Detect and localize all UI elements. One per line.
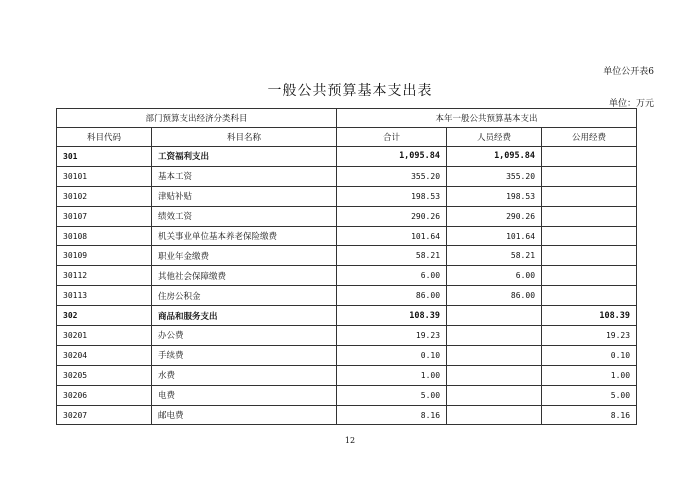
cell-name: 绩效工资: [152, 206, 337, 226]
column-header-total: 合计: [337, 128, 447, 147]
form-number-label: 单位公开表6: [603, 67, 654, 77]
cell-code: 30207: [57, 405, 152, 425]
cell-name: 工资福利支出: [152, 147, 337, 167]
cell-public: [542, 186, 637, 206]
table-body: [57, 147, 637, 425]
cell-personnel: 101.64: [447, 226, 542, 246]
cell-public: 19.23: [542, 326, 637, 346]
cell-code: 30206: [57, 385, 152, 405]
cell-name: 津贴补贴: [152, 186, 337, 206]
cell-public: [542, 147, 637, 167]
cell-personnel: 198.53: [447, 186, 542, 206]
cell-code: 301: [57, 147, 152, 167]
cell-personnel: [447, 385, 542, 405]
table-row: [57, 206, 637, 226]
cell-total: 86.00: [337, 286, 447, 306]
cell-public: [542, 246, 637, 266]
cell-total: 198.53: [337, 186, 447, 206]
cell-total: 19.23: [337, 326, 447, 346]
cell-name: 水费: [152, 365, 337, 385]
column-header-public: 公用经费: [542, 128, 637, 147]
table-row: [57, 405, 637, 425]
cell-public: [542, 206, 637, 226]
cell-total: 290.26: [337, 206, 447, 226]
cell-name: 手续费: [152, 345, 337, 365]
cell-total: 8.16: [337, 405, 447, 425]
cell-personnel: 6.00: [447, 266, 542, 286]
cell-public: [542, 226, 637, 246]
cell-personnel: [447, 306, 542, 326]
cell-public: [542, 286, 637, 306]
cell-name: 商品和服务支出: [152, 306, 337, 326]
cell-name: 电费: [152, 385, 337, 405]
cell-personnel: 1,095.84: [447, 147, 542, 167]
table-row: [57, 166, 637, 186]
table-row: [57, 246, 637, 266]
column-header-row: [57, 128, 637, 147]
cell-personnel: [447, 326, 542, 346]
cell-total: 355.20: [337, 166, 447, 186]
cell-personnel: 58.21: [447, 246, 542, 266]
cell-personnel: [447, 345, 542, 365]
cell-public: [542, 166, 637, 186]
group-header-basic-expenditure: 本年一般公共预算基本支出: [337, 109, 637, 128]
cell-total: 0.10: [337, 345, 447, 365]
cell-public: [542, 266, 637, 286]
cell-code: 30109: [57, 246, 152, 266]
cell-public: 1.00: [542, 365, 637, 385]
cell-total: 108.39: [337, 306, 447, 326]
cell-code: 30107: [57, 206, 152, 226]
column-header-personnel: 人员经费: [447, 128, 542, 147]
cell-total: 101.64: [337, 226, 447, 246]
cell-personnel: 290.26: [447, 206, 542, 226]
table-row: [57, 226, 637, 246]
cell-personnel: 86.00: [447, 286, 542, 306]
cell-name: 职业年金缴费: [152, 246, 337, 266]
cell-public: 5.00: [542, 385, 637, 405]
group-header-economic-classification: 部门预算支出经济分类科目: [57, 109, 337, 128]
cell-code: 302: [57, 306, 152, 326]
table-row: [57, 147, 637, 167]
page-title: 一般公共预算基本支出表: [267, 83, 433, 99]
cell-code: 30205: [57, 365, 152, 385]
budget-table: [56, 108, 637, 425]
cell-total: 58.21: [337, 246, 447, 266]
group-header-row: [57, 109, 637, 128]
cell-code: 30112: [57, 266, 152, 286]
table-row: [57, 365, 637, 385]
cell-total: 5.00: [337, 385, 447, 405]
cell-code: 30102: [57, 186, 152, 206]
table-row: [57, 306, 637, 326]
cell-public: 8.16: [542, 405, 637, 425]
cell-name: 机关事业单位基本养老保险缴费: [152, 226, 337, 246]
table-row: [57, 186, 637, 206]
cell-name: 其他社会保障缴费: [152, 266, 337, 286]
cell-total: 1.00: [337, 365, 447, 385]
cell-code: 30201: [57, 326, 152, 346]
cell-personnel: [447, 405, 542, 425]
cell-code: 30204: [57, 345, 152, 365]
cell-name: 办公费: [152, 326, 337, 346]
table-row: [57, 345, 637, 365]
cell-name: 住房公积金: [152, 286, 337, 306]
cell-code: 30108: [57, 226, 152, 246]
cell-name: 基本工资: [152, 166, 337, 186]
cell-personnel: 355.20: [447, 166, 542, 186]
table-row: [57, 266, 637, 286]
table-row: [57, 286, 637, 306]
table-row: [57, 326, 637, 346]
table-row: [57, 385, 637, 405]
column-header-name: 科目名称: [152, 128, 337, 147]
cell-code: 30101: [57, 166, 152, 186]
cell-total: 6.00: [337, 266, 447, 286]
page-number: 12: [344, 436, 356, 445]
unit-label: 单位：万元: [608, 99, 654, 109]
cell-code: 30113: [57, 286, 152, 306]
cell-personnel: [447, 365, 542, 385]
cell-public: 108.39: [542, 306, 637, 326]
column-header-code: 科目代码: [57, 128, 152, 147]
cell-name: 邮电费: [152, 405, 337, 425]
cell-total: 1,095.84: [337, 147, 447, 167]
cell-public: 0.10: [542, 345, 637, 365]
